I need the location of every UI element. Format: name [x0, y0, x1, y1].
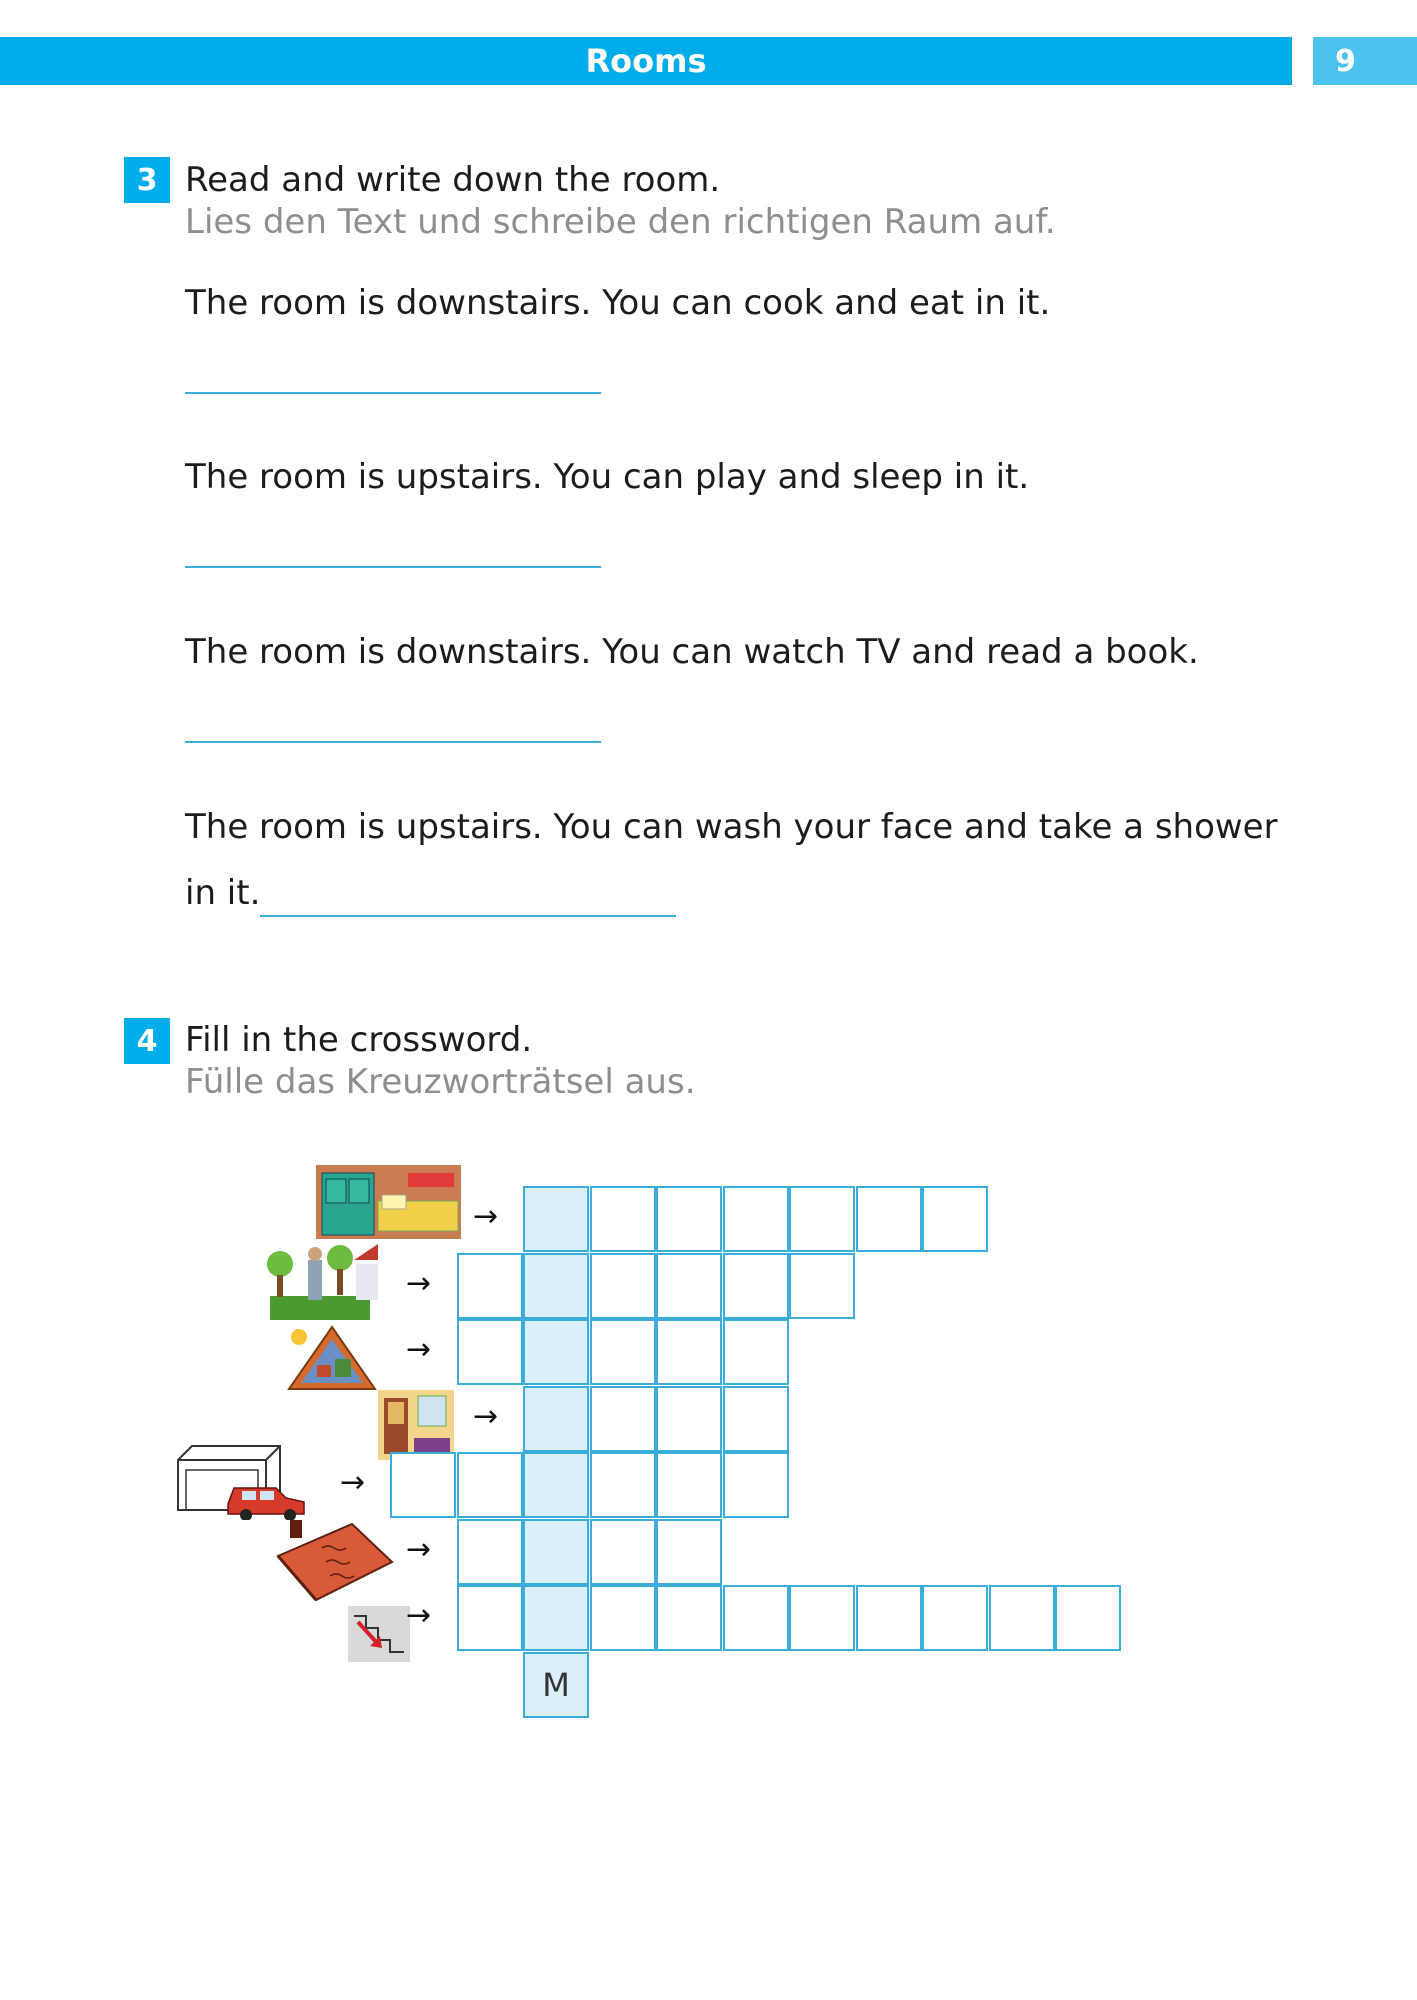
sentence-3: The room is downstairs. You can watch TV and read a book.: [185, 632, 1199, 672]
crossword-cell[interactable]: [457, 1452, 523, 1518]
crossword-cell[interactable]: [390, 1452, 456, 1518]
exercise-3-instruction-german: Lies den Text und schreibe den richtigen Raum auf.: [185, 202, 1056, 242]
crossword-solution-cell: M: [523, 1652, 589, 1718]
crossword-cell[interactable]: [723, 1319, 789, 1385]
exercise-3-number: 3: [124, 157, 170, 203]
crossword-cell[interactable]: [656, 1519, 722, 1585]
crossword-cell[interactable]: [590, 1585, 656, 1651]
crossword-cell[interactable]: [922, 1186, 988, 1252]
sentence-4-end: in it.: [185, 873, 261, 913]
answer-line-2[interactable]: [185, 566, 601, 568]
crossword-cell[interactable]: [457, 1585, 523, 1651]
roof-picture: [270, 1518, 396, 1602]
bedroom-picture: [316, 1165, 461, 1239]
exercise-4-number: 4: [124, 1018, 170, 1064]
crossword-cell[interactable]: [523, 1452, 589, 1518]
downstairs-picture: [348, 1606, 410, 1662]
page-number: 9: [1313, 37, 1417, 85]
crossword-cell[interactable]: [723, 1386, 789, 1452]
crossword-cell[interactable]: [457, 1253, 523, 1319]
garage-picture: [176, 1440, 308, 1520]
crossword-cell[interactable]: [656, 1452, 722, 1518]
crossword-cell[interactable]: [656, 1253, 722, 1319]
sentence-2: The room is upstairs. You can play and sleep in it.: [185, 457, 1030, 497]
arrow-clue-4: →: [473, 1399, 499, 1434]
crossword-cell[interactable]: [856, 1585, 922, 1651]
arrow-clue-2: →: [406, 1266, 432, 1301]
page-header-title: Rooms: [0, 37, 1292, 85]
crossword-cell[interactable]: [523, 1519, 589, 1585]
crossword-cell[interactable]: [523, 1386, 589, 1452]
answer-line-3[interactable]: [185, 741, 601, 743]
crossword-cell[interactable]: [457, 1319, 523, 1385]
crossword-cell[interactable]: [590, 1253, 656, 1319]
garden-picture: [258, 1240, 380, 1322]
arrow-clue-5: →: [340, 1465, 366, 1500]
arrow-clue-6: →: [406, 1532, 432, 1567]
sentence-1: The room is downstairs. You can cook and eat in it.: [185, 283, 1051, 323]
crossword-cell[interactable]: [656, 1585, 722, 1651]
arrow-clue-1: →: [473, 1199, 499, 1234]
crossword-cell[interactable]: [989, 1585, 1055, 1651]
crossword-cell[interactable]: [922, 1585, 988, 1651]
sentence-4: The room is upstairs. You can wash your face and take a shower: [185, 807, 1278, 847]
crossword-cell[interactable]: [723, 1585, 789, 1651]
crossword-cell[interactable]: [523, 1186, 589, 1252]
answer-line-1[interactable]: [185, 392, 601, 394]
crossword-cell[interactable]: [590, 1519, 656, 1585]
crossword-cell[interactable]: [1055, 1585, 1121, 1651]
crossword-cell[interactable]: [523, 1585, 589, 1651]
crossword-cell[interactable]: [457, 1519, 523, 1585]
crossword-cell[interactable]: [723, 1452, 789, 1518]
arrow-clue-3: →: [406, 1332, 432, 1367]
exercise-4-instruction-german: Fülle das Kreuzworträtsel aus.: [185, 1062, 696, 1102]
exercise-4-instruction: Fill in the crossword.: [185, 1020, 533, 1060]
crossword-cell[interactable]: [590, 1186, 656, 1252]
crossword-cell[interactable]: [590, 1319, 656, 1385]
crossword-cell[interactable]: [789, 1186, 855, 1252]
hall-picture: [378, 1390, 454, 1460]
answer-line-4[interactable]: [260, 915, 676, 917]
crossword-cell[interactable]: [523, 1253, 589, 1319]
exercise-3-instruction: Read and write down the room.: [185, 160, 721, 200]
crossword-cell[interactable]: [656, 1386, 722, 1452]
crossword-cell[interactable]: [789, 1585, 855, 1651]
crossword-cell[interactable]: [590, 1452, 656, 1518]
crossword-cell[interactable]: [590, 1386, 656, 1452]
crossword-cell[interactable]: [523, 1319, 589, 1385]
crossword-cell[interactable]: [856, 1186, 922, 1252]
crossword-cell[interactable]: [723, 1186, 789, 1252]
attic-picture: [287, 1325, 377, 1391]
crossword-cell[interactable]: [789, 1253, 855, 1319]
crossword-cell[interactable]: [656, 1319, 722, 1385]
crossword-cell[interactable]: [656, 1186, 722, 1252]
crossword-cell[interactable]: [723, 1253, 789, 1319]
arrow-clue-7: →: [406, 1598, 432, 1633]
